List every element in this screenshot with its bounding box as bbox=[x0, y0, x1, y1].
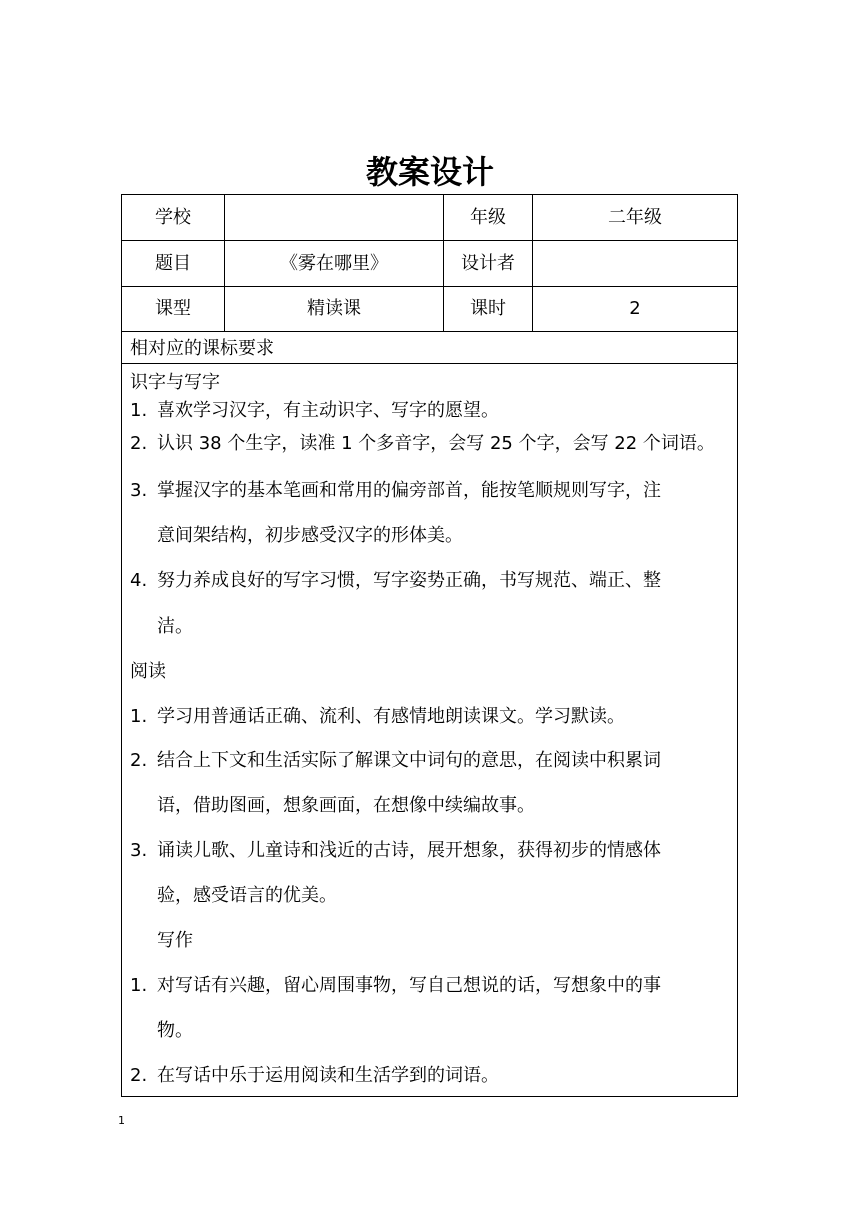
list-item-continuation: 物。 bbox=[157, 1020, 193, 1041]
table-row-divider bbox=[121, 363, 738, 364]
standards-heading: 相对应的课标要求 bbox=[130, 338, 274, 359]
grade-label: 年级 bbox=[470, 206, 506, 228]
reading-heading: 阅读 bbox=[130, 661, 166, 682]
list-item: 认识 38 个生字，读准 1 个多音字，会写 25 个字，会写 22 个词语。 bbox=[157, 433, 715, 454]
list-item-number: 3. bbox=[130, 840, 148, 861]
list-item-number: 2. bbox=[130, 1065, 148, 1086]
lesson-type-value: 精读课 bbox=[307, 298, 361, 319]
list-item: 掌握汉字的基本笔画和常用的偏旁部首，能按笔顺规则写字，注 bbox=[157, 480, 661, 501]
list-item: 学习用普通话正确、流利、有感情地朗读课文。学习默读。 bbox=[157, 706, 625, 727]
literacy-heading: 识字与写字 bbox=[130, 372, 220, 393]
school-label: 学校 bbox=[155, 206, 191, 228]
list-item-number: 3. bbox=[130, 480, 148, 501]
lesson-type-label: 课型 bbox=[155, 298, 191, 319]
list-item: 在写话中乐于运用阅读和生活学到的词语。 bbox=[157, 1065, 499, 1086]
topic-label: 题目 bbox=[155, 252, 191, 274]
topic-value: 《雾在哪里》 bbox=[280, 252, 388, 274]
list-item-number: 1. bbox=[130, 706, 148, 727]
writing-heading: 写作 bbox=[157, 930, 193, 951]
page-title: 教案设计 bbox=[365, 153, 494, 191]
page-number: 1 bbox=[118, 1114, 125, 1127]
list-item-number: 1. bbox=[130, 400, 148, 421]
class-hours-label: 课时 bbox=[470, 298, 506, 319]
list-item: 对写话有兴趣，留心周围事物，写自己想说的话，写想象中的事 bbox=[157, 975, 661, 996]
designer-value bbox=[533, 241, 737, 286]
list-item-number: 1. bbox=[130, 975, 148, 996]
list-item: 结合上下文和生活实际了解课文中词句的意思，在阅读中积累词 bbox=[157, 750, 661, 771]
list-item: 诵读儿歌、儿童诗和浅近的古诗，展开想象，获得初步的情感体 bbox=[157, 840, 661, 861]
list-item-continuation: 语，借助图画，想象画面，在想像中续编故事。 bbox=[157, 795, 535, 816]
list-item-continuation: 意间架结构，初步感受汉字的形体美。 bbox=[157, 525, 463, 546]
designer-label: 设计者 bbox=[461, 252, 515, 274]
list-item-number: 4. bbox=[130, 570, 148, 591]
list-item-continuation: 洁。 bbox=[157, 616, 193, 637]
list-item: 喜欢学习汉字，有主动识字、写字的愿望。 bbox=[157, 400, 499, 421]
list-item-number: 2. bbox=[130, 750, 148, 771]
list-item-continuation: 验，感受语言的优美。 bbox=[157, 885, 337, 906]
school-value bbox=[225, 195, 443, 240]
table-row-divider bbox=[121, 331, 738, 332]
class-hours-value: 2 bbox=[629, 298, 641, 319]
grade-value: 二年级 bbox=[608, 206, 662, 228]
list-item-number: 2. bbox=[130, 433, 148, 454]
list-item: 努力养成良好的写字习惯，写字姿势正确，书写规范、端正、整 bbox=[157, 570, 661, 591]
